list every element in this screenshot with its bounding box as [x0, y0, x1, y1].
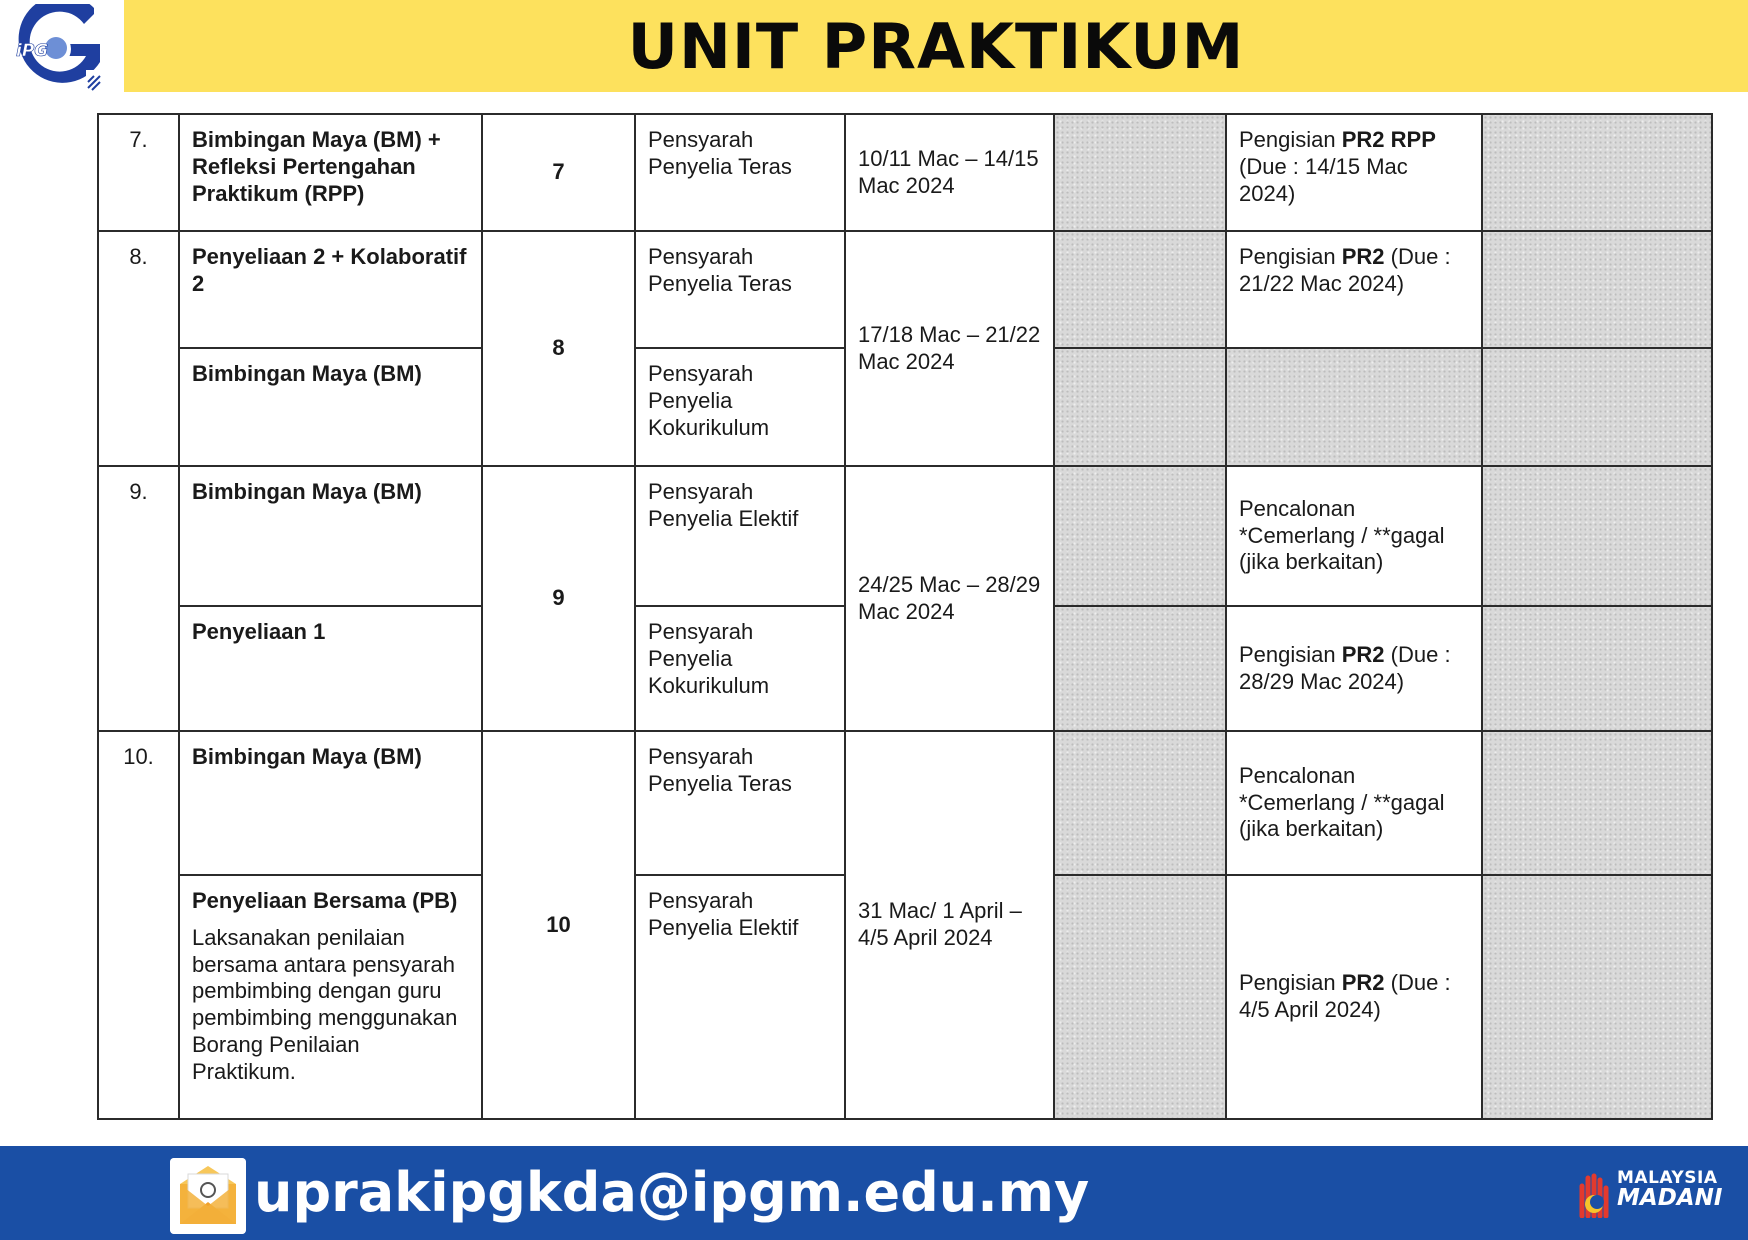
- footer-bar: [0, 1146, 1748, 1240]
- row-number: 7.: [98, 114, 179, 231]
- activity-cell: Bimbingan Maya (BM) + Refleksi Pertengahan Praktikum (RPP): [179, 114, 482, 231]
- note-cell: Pengisian PR2 (Due : 4/5 April 2024): [1226, 875, 1482, 1119]
- note-cell: Pencalonan *Cemerlang / **gagal (jika berkaitan): [1226, 731, 1482, 875]
- lecturer-cell: Pensyarah Penyelia Teras: [635, 114, 845, 231]
- activity-title: Penyeliaan Bersama (PB): [192, 888, 458, 913]
- lecturer-cell: Pensyarah Penyelia Kokurikulum: [635, 606, 845, 731]
- mail-envelope-icon: [170, 1158, 246, 1234]
- activity-cell: [179, 875, 482, 1119]
- note-cell: Pencalonan *Cemerlang / **gagal (jika berkaitan): [1226, 466, 1482, 606]
- shaded-cell: [1054, 231, 1226, 348]
- lecturer-cell: Pensyarah Penyelia Teras: [635, 731, 845, 875]
- shaded-cell: [1054, 731, 1226, 875]
- shaded-cell: [1054, 348, 1226, 466]
- shaded-cell: [1054, 466, 1226, 606]
- activity-cell: Bimbingan Maya (BM): [179, 348, 482, 466]
- date-cell: 31 Mac/ 1 April – 4/5 April 2024: [845, 731, 1054, 1119]
- activity-cell: Bimbingan Maya (BM): [179, 466, 482, 606]
- shaded-cell: [1482, 231, 1712, 348]
- date-cell: 24/25 Mac – 28/29 Mac 2024: [845, 466, 1054, 731]
- activity-cell: Penyeliaan 1: [179, 606, 482, 731]
- shaded-cell: [1054, 875, 1226, 1119]
- activity-description: Laksanakan penilaian bersama antara pensyarah pembimbing dengan guru pembimbing menggunakan Borang Penilaian Praktikum.: [192, 924, 458, 1084]
- shaded-cell: [1054, 114, 1226, 231]
- activity-cell: Penyeliaan 2 + Kolaboratif 2: [179, 231, 482, 348]
- note-cell: Pengisian PR2 (Due : 28/29 Mac 2024): [1226, 606, 1482, 731]
- date-cell: 17/18 Mac – 21/22 Mac 2024: [845, 231, 1054, 466]
- activity-cell: Bimbingan Maya (BM): [179, 731, 482, 875]
- table-row: [98, 114, 1712, 231]
- title-banner: [124, 0, 1748, 92]
- shaded-cell: [1482, 731, 1712, 875]
- shaded-cell: [1482, 875, 1712, 1119]
- madani-wordmark: MALAYSIA MADANI: [1617, 1168, 1723, 1211]
- shaded-cell: [1482, 114, 1712, 231]
- note-cell: Pengisian PR2 RPP (Due : 14/15 Mac 2024): [1226, 114, 1482, 231]
- row-number: 9.: [98, 466, 179, 731]
- lecturer-cell: Pensyarah Penyelia Teras: [635, 231, 845, 348]
- shaded-cell: [1054, 606, 1226, 731]
- table-row: [98, 731, 1712, 875]
- table-row: [98, 231, 1712, 348]
- row-number: 10.: [98, 731, 179, 1119]
- lecturer-cell: Pensyarah Penyelia Elektif: [635, 466, 845, 606]
- shaded-cell: [1482, 466, 1712, 606]
- week-cell: 10: [482, 731, 635, 1119]
- schedule-table: [97, 113, 1713, 1120]
- page-title: UNIT PRAKTIKUM: [627, 9, 1245, 83]
- date-cell: 10/11 Mac – 14/15 Mac 2024: [845, 114, 1054, 231]
- row-number: 8.: [98, 231, 179, 466]
- week-cell: 9: [482, 466, 635, 731]
- table-row: [98, 466, 1712, 606]
- shaded-cell: [1482, 348, 1712, 466]
- contact-email: uprakipgkda@ipgm.edu.my: [254, 1161, 1090, 1224]
- shaded-cell: [1482, 606, 1712, 731]
- logo-text: iPG: [16, 41, 49, 61]
- lecturer-cell: Pensyarah Penyelia Kokurikulum: [635, 348, 845, 466]
- note-cell: Pengisian PR2 (Due : 21/22 Mac 2024): [1226, 231, 1482, 348]
- lecturer-cell: Pensyarah Penyelia Elektif: [635, 875, 845, 1119]
- week-cell: 7: [482, 114, 635, 231]
- week-cell: 8: [482, 231, 635, 466]
- shaded-cell: [1226, 348, 1482, 466]
- ipg-logo: [14, 4, 104, 94]
